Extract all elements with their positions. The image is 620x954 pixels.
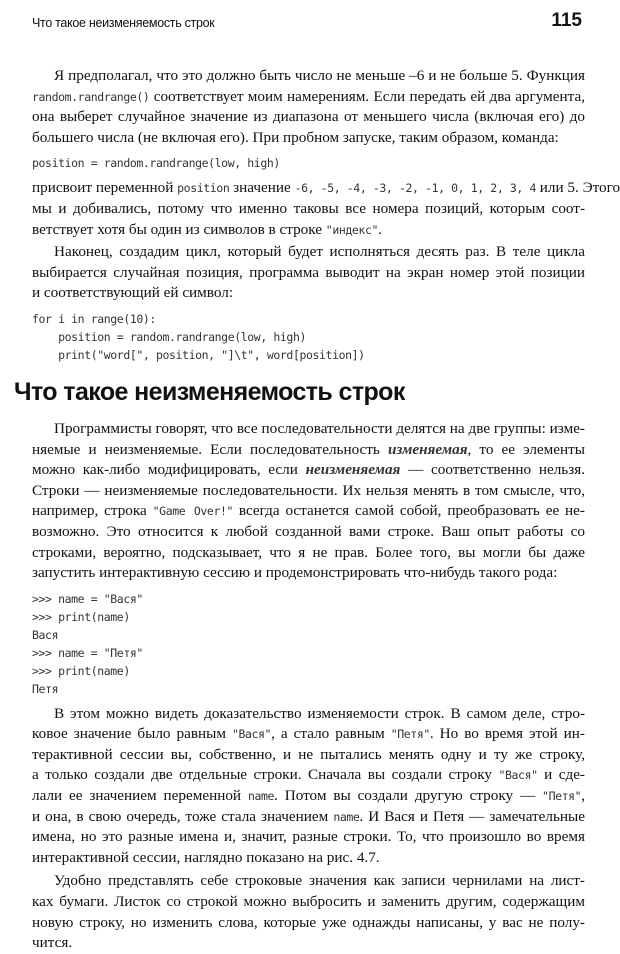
text-line	[32, 128, 585, 149]
text-line	[32, 765, 585, 786]
code-line: print("word[", position, "]\t", word[position])	[32, 347, 365, 362]
text-span: выбирается случайная позиция, программа выводит на экран номер этой позиции	[32, 263, 585, 281]
text-span: новую строку, но изменить слова, которые уже однажды написаны, у вас не полу-	[32, 913, 585, 931]
text-span: . Потом вы создали другую строку —	[274, 787, 543, 805]
inline-code: "Game Over!"	[152, 504, 234, 519]
text-span: няемые и неизменяемые. Если последовательность	[32, 440, 388, 458]
text-span: например, строка	[32, 502, 153, 520]
text-span: запустить интерактивную сессию и продемонстрировать что-нибудь такого рода:	[32, 564, 558, 582]
text-line	[32, 66, 585, 87]
text-span: Удобно представлять себе строковые значения как записи чернилами на лист-	[54, 872, 585, 890]
text-line	[32, 419, 585, 440]
text-span: . И Вася и Петя — замечательные	[359, 807, 585, 825]
text-span: , а стало равным	[271, 725, 391, 743]
text-span: ках бумаги. Листок со строкой можно выбросить и заменить другим, содержащим	[32, 893, 585, 911]
inline-code: "индекс"	[325, 222, 378, 237]
text-span: имена, но это разные имена и, значит, разные строки. То, что произошло во время	[32, 828, 585, 846]
text-line	[32, 745, 585, 766]
text-span: Строки — неизменяемые последовательности. Их нельзя менять в том смысле, что,	[32, 481, 585, 499]
code-line: Петя	[32, 681, 59, 696]
inline-code: position	[177, 181, 230, 196]
text-span: лали ее значением переменной	[32, 787, 248, 805]
paragraph	[32, 419, 585, 584]
text-line	[32, 263, 585, 284]
text-line	[32, 460, 585, 481]
text-line	[32, 220, 585, 241]
text-span: большего числа (не включая его). При пробном запуске, таким образом, команда:	[32, 128, 559, 146]
code-line: Вася	[32, 627, 59, 642]
section-heading: Что такое неизменяемость строк	[14, 377, 405, 406]
text-span: а только создали две отдельные строки. Сначала вы создали строку	[32, 766, 499, 784]
paragraph	[32, 242, 585, 304]
text-line	[32, 522, 585, 543]
text-line	[32, 807, 585, 828]
text-line	[32, 481, 585, 502]
inline-code: -6, -5, -4, -3, -2, -1, 0, 1, 2, 3, 4	[294, 181, 536, 196]
text-line	[32, 199, 585, 220]
text-span: и соответствующий ей символ:	[32, 284, 234, 302]
text-line	[32, 543, 585, 564]
text-span: В этом можно видеть доказательство изменяемости строк. В самом деле, стро-	[54, 704, 585, 722]
text-line	[32, 501, 585, 522]
text-line	[32, 871, 585, 892]
text-span: терактивной сессии вы, собственно, и не пытались менять одну и ту же строку,	[32, 745, 585, 763]
text-line	[32, 440, 585, 461]
text-span: она выберет случайное значение из диапазона от меньшего числа (включая его) до	[32, 108, 585, 126]
text-line	[32, 563, 585, 584]
text-span: чится.	[32, 934, 73, 952]
paragraph	[32, 704, 585, 869]
text-span: значение	[229, 179, 295, 197]
text-line	[32, 704, 585, 725]
code-line: >>> name = "Петя"	[32, 645, 143, 660]
code-line: position = random.randrange(low, high)	[32, 329, 306, 344]
page-number: 115	[551, 10, 582, 31]
inline-code: name	[333, 809, 360, 824]
text-span: можно как-либо модифицировать, если	[32, 461, 306, 479]
text-span: строками, вероятно, подсказывает, что я не прав. Более того, вы могли бы даже	[32, 543, 585, 561]
text-span: Я предполагал, что это должно быть число не меньше –6 и не больше 5. Функция	[54, 67, 585, 84]
text-span: — соответственно нельзя.	[400, 461, 585, 479]
paragraph	[32, 871, 585, 953]
code-line: >>> print(name)	[32, 663, 130, 678]
code-block	[32, 590, 585, 698]
text-span: и сде-	[537, 766, 585, 784]
inline-code: "Петя"	[390, 727, 430, 742]
emphasis: неизменяемая	[305, 461, 401, 479]
code-block	[32, 310, 585, 364]
text-span: соответствует моим намерениям. Если передать ей два аргумента,	[149, 87, 585, 105]
inline-code: "Вася"	[498, 768, 538, 783]
inline-code: name	[247, 789, 275, 804]
text-span: мы и добивались, потому что именно таковы все номера позиций, которым соот-	[32, 199, 585, 217]
text-span: Наконец, создадим цикл, который будет исполняться десять раз. В теле цикла	[54, 243, 585, 261]
text-span: всегда останется самой собой, преобразовать ее не-	[233, 502, 585, 520]
paragraph	[32, 178, 620, 240]
emphasis: изменяемая	[387, 440, 468, 458]
text-line	[32, 786, 585, 807]
text-span: и она, в свою очередь, тоже стала значением	[32, 807, 334, 825]
inline-code: "Вася"	[231, 727, 272, 742]
text-span: ветствует хотя бы один из символов в строке	[32, 220, 326, 238]
text-line	[32, 242, 585, 263]
text-line	[32, 724, 585, 745]
code-line: >>> name = "Вася"	[32, 591, 143, 606]
code-line: position = random.randrange(low, high)	[32, 156, 280, 171]
text-line	[32, 107, 585, 128]
text-line	[32, 827, 585, 848]
code-block	[32, 154, 585, 172]
text-line	[32, 848, 585, 869]
code-line: for i in range(10):	[32, 311, 156, 326]
paragraph	[32, 66, 585, 148]
text-line	[32, 892, 585, 913]
text-span: возможно. Это относится к любой созданной вами строке. Ваш опыт работы со	[32, 522, 585, 540]
text-line	[32, 178, 620, 199]
code-line: >>> print(name)	[32, 609, 130, 624]
text-span: ,	[581, 787, 585, 805]
text-span: , то ее элементы	[467, 440, 585, 458]
text-span: .	[378, 220, 382, 238]
inline-code: "Петя"	[542, 789, 582, 804]
inline-code: random.randrange()	[32, 89, 150, 104]
text-line	[32, 87, 585, 108]
text-line	[32, 283, 585, 304]
page-body	[14, 66, 620, 954]
running-head: Что такое неизменяемость строк	[32, 16, 215, 30]
text-span: Программисты говорят, что все последовательности делятся на две группы: изме-	[54, 419, 585, 437]
text-span: ковое значение было равным	[32, 725, 232, 743]
text-span: присвоит переменной	[32, 179, 178, 197]
text-span: . Но во время этой ин-	[429, 725, 585, 743]
text-span: интерактивной сессии, наглядно показано на рис. 4.7.	[32, 848, 380, 866]
text-line	[32, 913, 585, 934]
text-line	[32, 933, 585, 954]
text-span: или 5. Этого	[535, 179, 620, 197]
